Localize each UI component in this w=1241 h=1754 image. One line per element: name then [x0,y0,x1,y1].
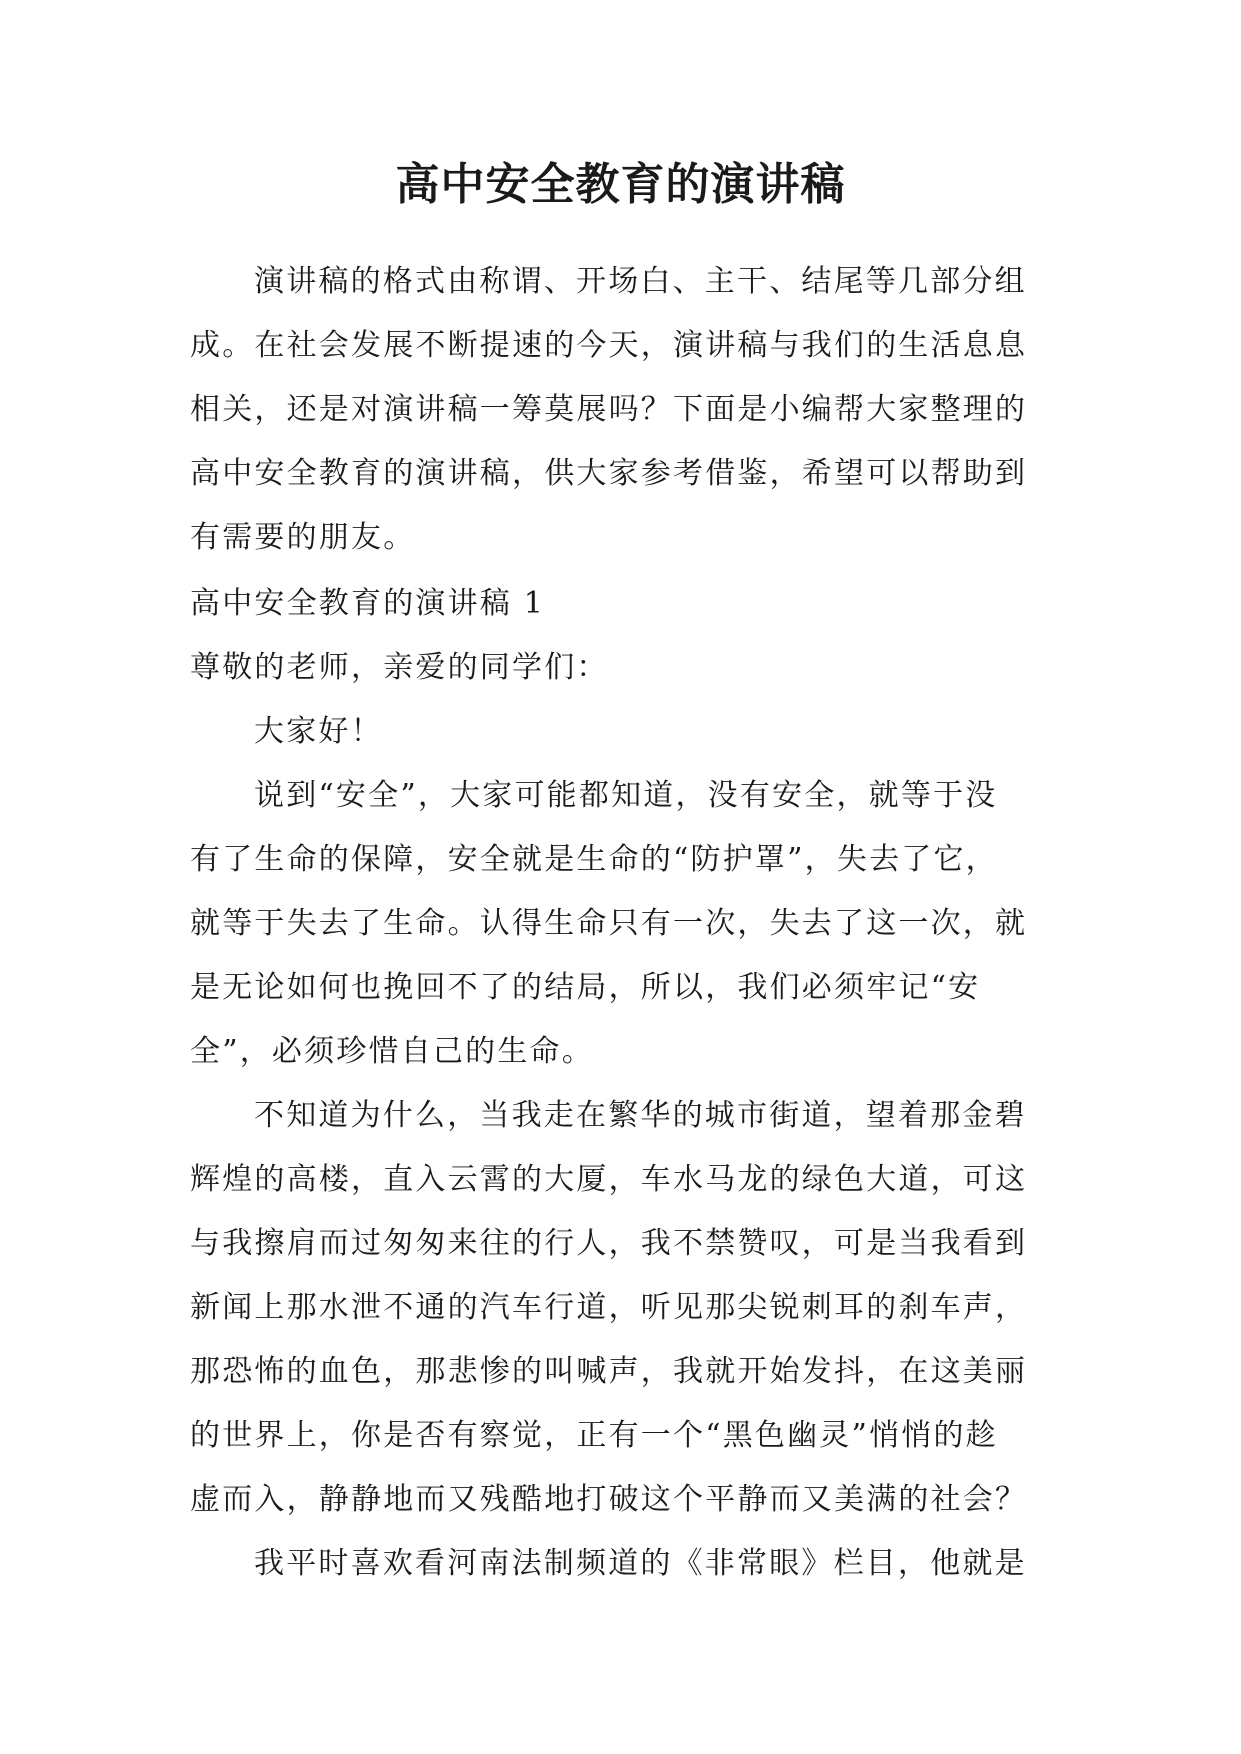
text-line: 我平时喜欢看河南法制频道的《非常眼》栏目，他就是 [254,1546,1027,1581]
text-line: 不知道为什么，当我走在繁华的城市街道，望着那金碧 [254,1098,1027,1133]
text-line: 相关，还是对演讲稿一筹莫展吗？下面是小编帮大家整理的 [190,392,1028,427]
text-line: 虚而入，静静地而又残酷地打破这个平静而又美满的社会？ [190,1482,1028,1517]
text-line: 有了生命的保障，安全就是生命的“防护罩”，失去了它， [190,842,998,877]
text-line: 高中安全教育的演讲稿，供大家参考借鉴，希望可以帮助到 [190,456,1028,491]
text-line: 就等于失去了生命。认得生命只有一次，失去了这一次，就 [190,906,1028,941]
document-title: 高中安全教育的演讲稿 [395,159,846,210]
greeting: 大家好！ [254,714,383,749]
text-line: 与我擦肩而过匆匆来往的行人，我不禁赞叹，可是当我看到 [190,1226,1028,1261]
text-line: 是无论如何也挽回不了的结局，所以，我们必须牢记“安 [190,970,981,1005]
text-line: 那恐怖的血色，那悲惨的叫喊声，我就开始发抖，在这美丽 [190,1354,1028,1389]
speech-body [190,572,1060,1596]
text-line: 的世界上，你是否有察觉，正有一个“黑色幽灵”悄悄的趁 [190,1418,998,1453]
text-line: 有需要的朋友。 [190,520,416,555]
text-line: 全”，必须珍惜自己的生命。 [190,1034,594,1069]
intro-paragraph [190,250,1060,570]
text-line: 成。在社会发展不断提速的今天，演讲稿与我们的生活息息 [190,328,1028,363]
salutation: 尊敬的老师，亲爱的同学们： [190,650,609,685]
text-line: 说到“安全”，大家可能都知道，没有安全，就等于没 [254,778,998,813]
text-line: 演讲稿的格式由称谓、开场白、主干、结尾等几部分组 [254,264,1027,299]
section-heading: 高中安全教育的演讲稿 1 [190,586,546,621]
text-line: 新闻上那水泄不通的汽车行道，听见那尖锐刺耳的刹车声， [190,1290,1028,1325]
text-line: 辉煌的高楼，直入云霄的大厦，车水马龙的绿色大道，可这 [190,1162,1028,1197]
